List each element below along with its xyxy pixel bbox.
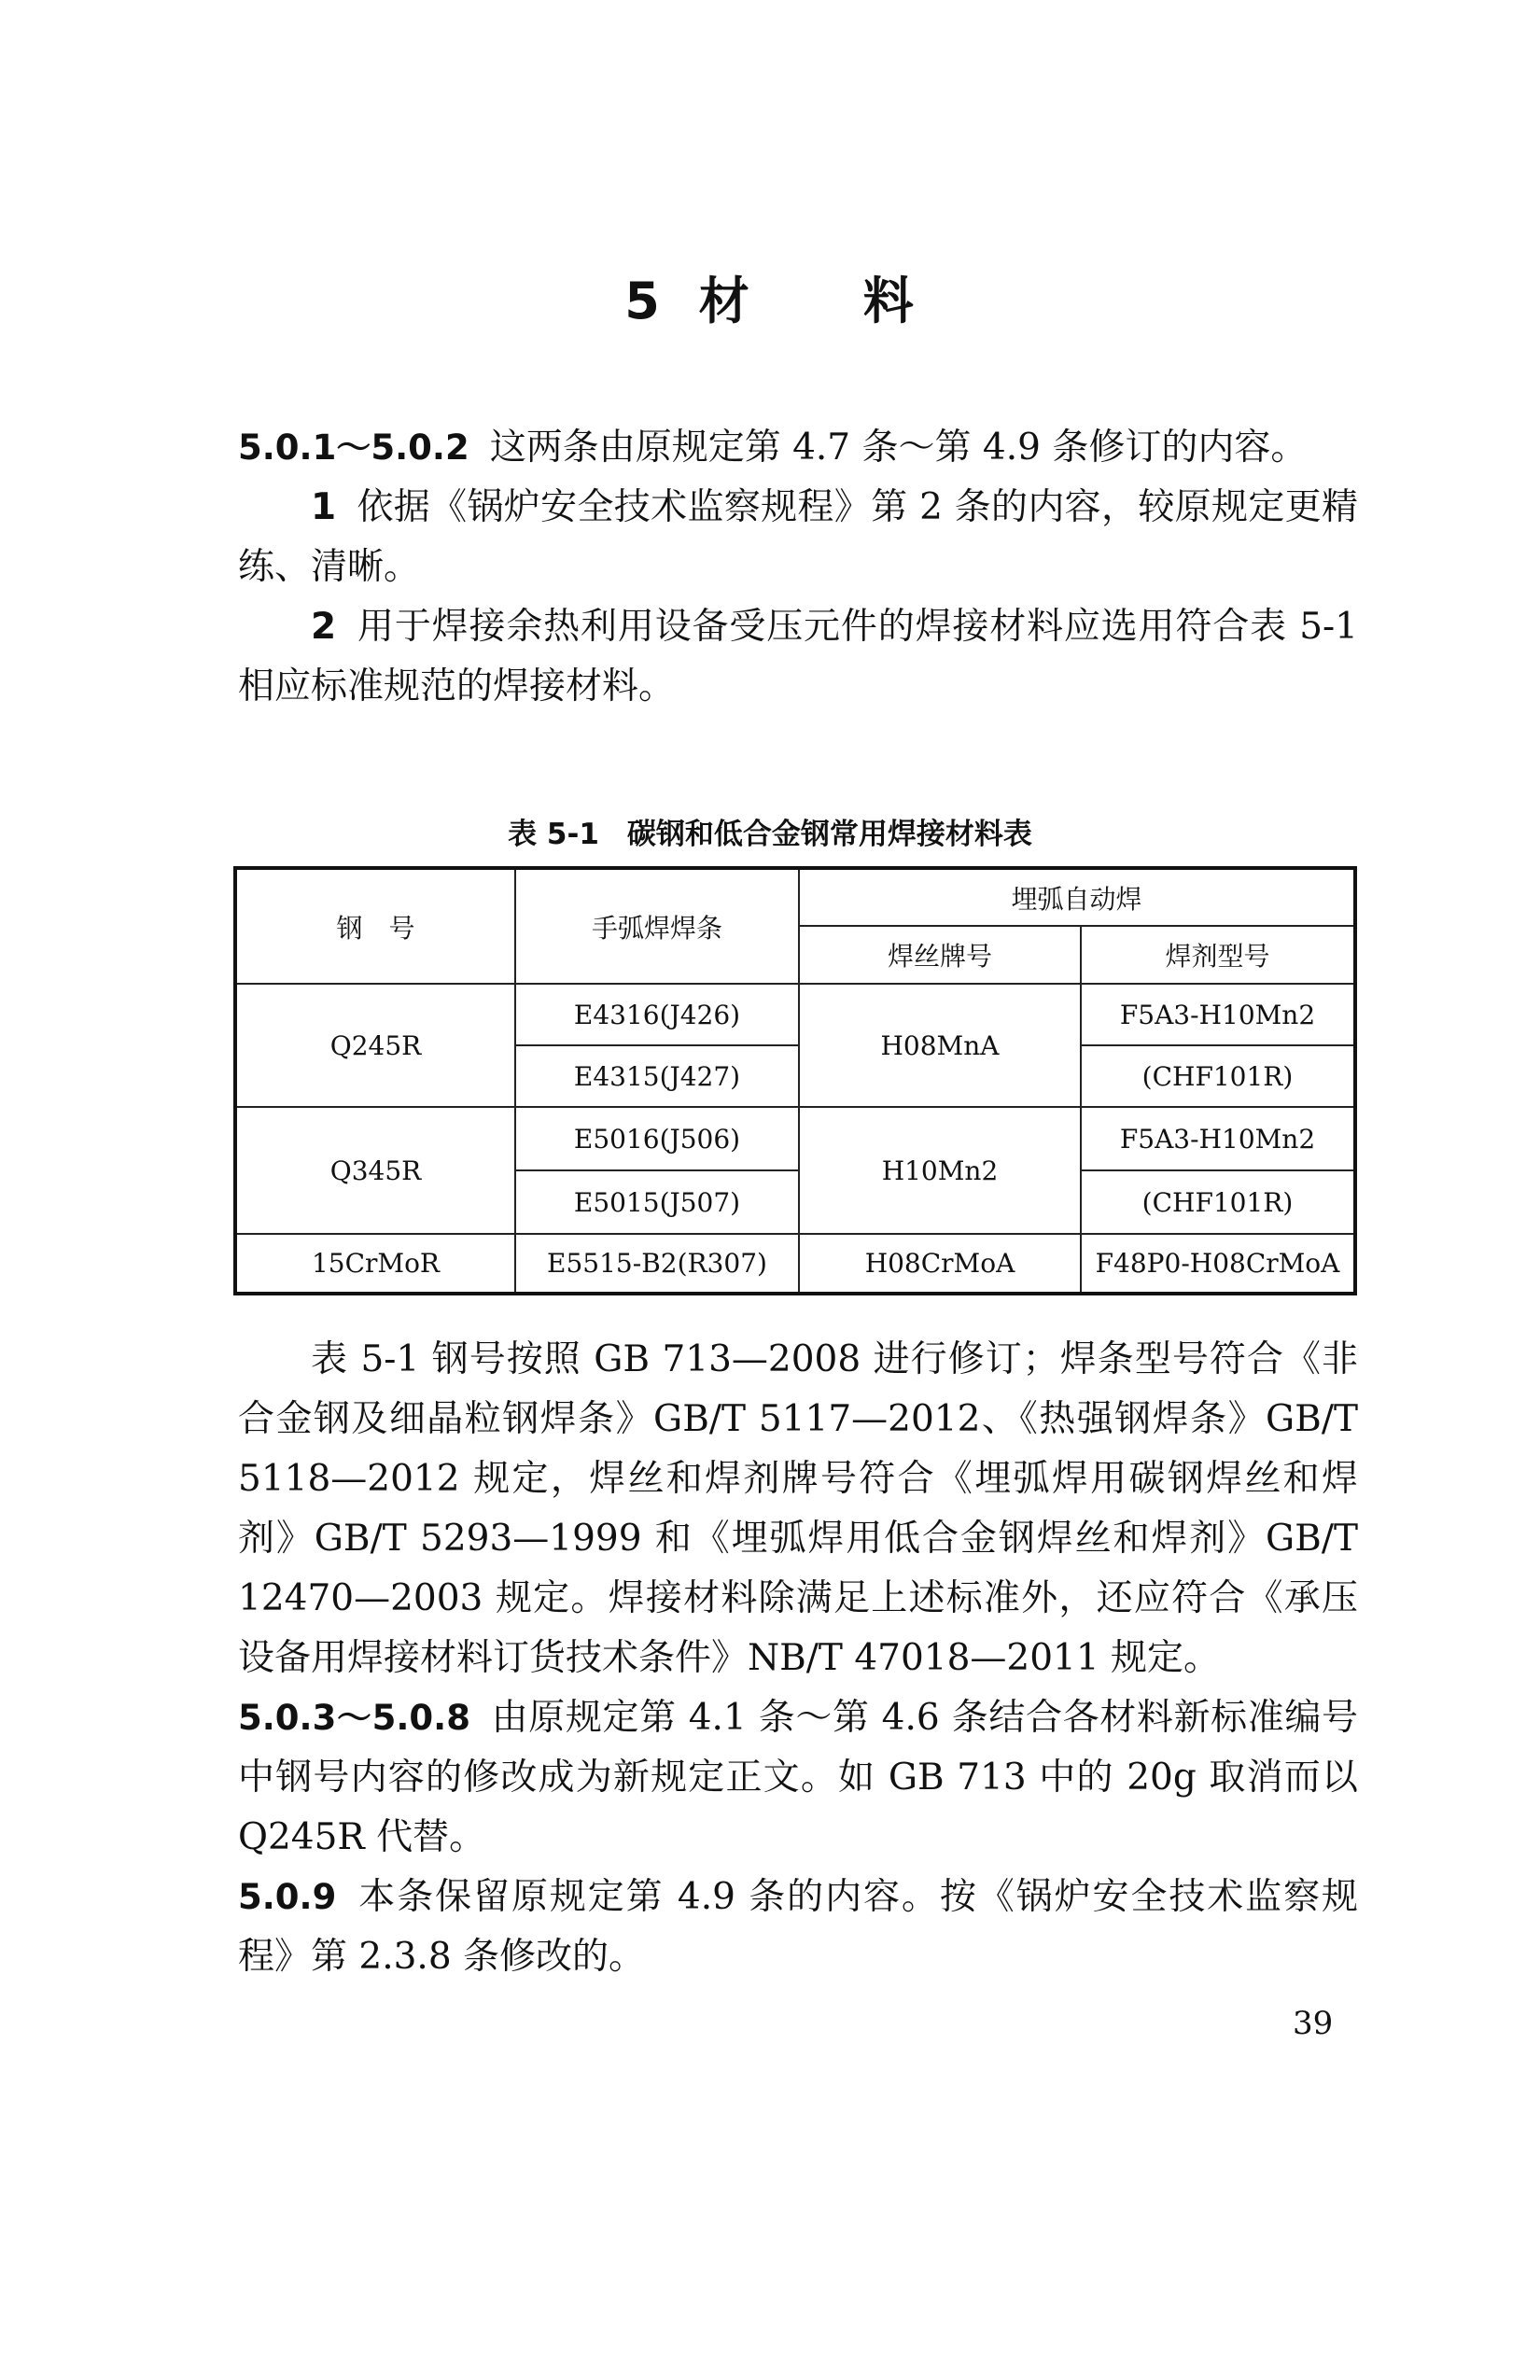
item-text: 依据《锅炉安全技术监察规程》第 2 条的内容，较原规定更精练、清晰。 (238, 486, 1358, 588)
clause-503-number: 5.0.3～5.0.8 (238, 1698, 470, 1738)
clause-501-item-2 (238, 597, 1358, 717)
cell-wire: H08MnA (799, 984, 1081, 1107)
cell-flux: (CHF101R) (1081, 1045, 1355, 1107)
table-caption (0, 810, 1540, 852)
cell-flux: F5A3-H10Mn2 (1081, 1107, 1355, 1170)
cell-steel: Q345R (235, 1107, 515, 1234)
cell-electrode: E4315(J427) (515, 1045, 799, 1107)
clause-503-text: 由原规定第 4.1 条～第 4.6 条结合各材料新标准编号中钢号内容的修改成为新规定正文。如 GB 713 中的 20g 取消而以 Q245R 代替。 (238, 1697, 1358, 1858)
cell-electrode: E5016(J506) (515, 1107, 799, 1170)
cell-electrode: E5015(J507) (515, 1170, 799, 1234)
clause-501-text: 这两条由原规定第 4.7 条～第 4.9 条修订的内容。 (489, 427, 1308, 469)
clause-503 (238, 1688, 1358, 1868)
clause-509-number: 5.0.9 (238, 1877, 337, 1917)
chapter-title (0, 261, 1540, 333)
cell-steel: Q245R (235, 984, 515, 1107)
item-text: 用于焊接余热利用设备受压元件的焊接材料应选用符合表 5-1 相应标准规范的焊接材料。 (238, 606, 1358, 707)
cell-wire: H10Mn2 (799, 1107, 1081, 1234)
table-row (235, 1234, 1355, 1294)
clause-501-number: 5.0.1～5.0.2 (238, 427, 469, 468)
header-electrode: 手弧焊焊条 (515, 868, 799, 984)
body-text (238, 1330, 1358, 1987)
cell-flux: F5A3-H10Mn2 (1081, 984, 1355, 1045)
header-steel: 钢 号 (235, 868, 515, 984)
item-number: 2 (311, 606, 337, 648)
chapter-number: 5 (624, 272, 662, 330)
table-row (235, 1107, 1355, 1170)
cell-steel: 15CrMoR (235, 1234, 515, 1294)
clause-501-item-1 (238, 478, 1358, 597)
clause-501 (238, 418, 1358, 717)
cell-flux: (CHF101R) (1081, 1170, 1355, 1234)
chapter-title-part1: 材 (698, 272, 751, 330)
item-number: 1 (311, 486, 337, 528)
header-wire: 焊丝牌号 (799, 926, 1081, 984)
header-flux: 焊剂型号 (1081, 926, 1355, 984)
clause-509 (238, 1868, 1358, 1987)
table-caption-number: 表 5-1 (508, 818, 599, 851)
chapter-title-part2: 料 (862, 272, 916, 330)
cell-electrode: E4316(J426) (515, 984, 799, 1045)
table-caption-title: 碳钢和低合金钢常用焊接材料表 (626, 818, 1032, 851)
table-note-paragraph: 表 5-1 钢号按照 GB 713—2008 进行修订；焊条型号符合《非合金钢及细晶粒钢焊条》GB/T 5117—2012、《热强钢焊条》GB/T 5118—2012 规定，焊丝和焊剂牌号符合《埋弧焊用碳钢焊丝和焊剂》GB/T 5293—1999 和《埋弧焊用低合金钢焊丝和焊剂》GB/T 12470—2003 规定。焊接材料除满足上述标准外，还应符合《承压设备用焊接材料订货技术条件》NB/T 47018—2011 规定。 (238, 1338, 1358, 1679)
cell-wire: H08CrMoA (799, 1234, 1081, 1294)
table-row (235, 984, 1355, 1045)
clause-501-paragraph (238, 418, 1358, 478)
cell-electrode: E5515-B2(R307) (515, 1234, 799, 1294)
welding-materials-table (233, 866, 1357, 1295)
cell-flux: F48P0-H08CrMoA (1081, 1234, 1355, 1294)
page-number: 39 (1293, 2005, 1334, 2042)
table-header-row (235, 868, 1355, 926)
header-saw: 埋弧自动焊 (799, 868, 1355, 926)
clause-509-text: 本条保留原规定第 4.9 条的内容。按《锅炉安全技术监察规程》第 2.3.8 条修改的。 (238, 1876, 1358, 1978)
